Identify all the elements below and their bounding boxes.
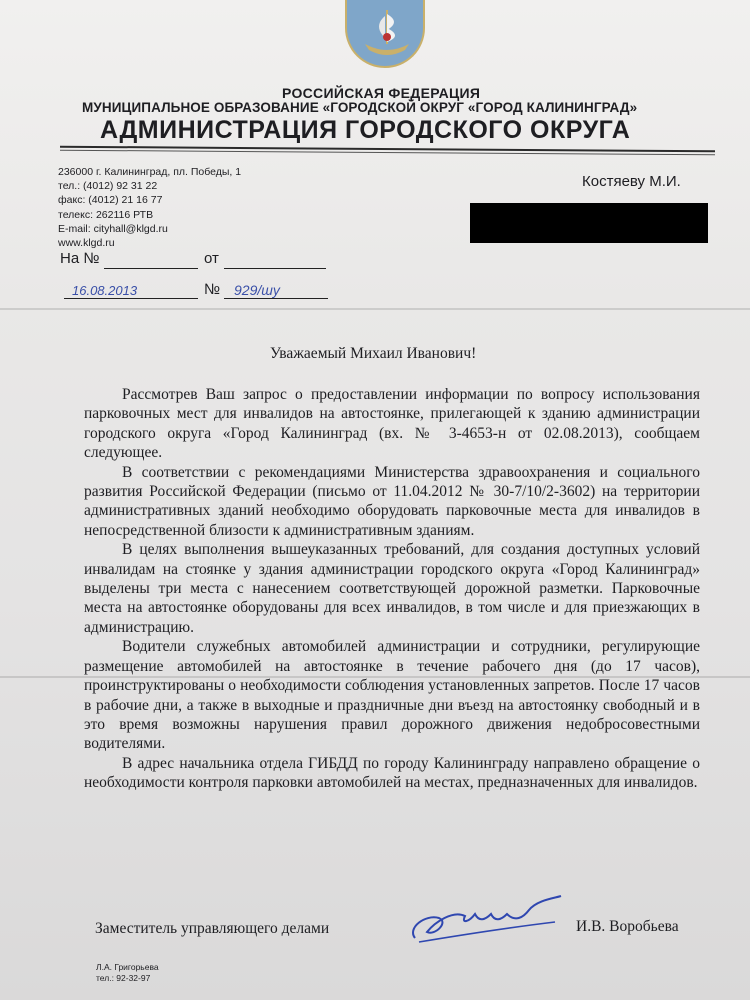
handwritten-signature bbox=[405, 892, 565, 952]
address: 236000 г. Калининград, пл. Победы, 1 bbox=[58, 166, 242, 178]
executor-phone: тел.: 92-32-97 bbox=[96, 973, 151, 983]
paper-fold bbox=[0, 308, 750, 310]
header-country: РОССИЙСКАЯ ФЕДЕРАЦИЯ bbox=[282, 85, 481, 101]
telex: телекс: 262116 РТВ bbox=[58, 208, 154, 221]
coat-of-arms bbox=[345, 0, 425, 68]
paragraph: Рассмотрев Ваш запрос о предоставлении информации по вопросу использования парковочных мест для инвалидов на автостоянке, прилегающей к зданию администрации городского округа «Город Калининград (вх. № 3-4653-н от 02.08.2013), сообщаем следующее. bbox=[84, 386, 700, 462]
header-administration: АДМИНИСТРАЦИЯ ГОРОДСКОГО ОКРУГА bbox=[100, 116, 631, 144]
ship-emblem-icon bbox=[357, 4, 417, 64]
letter-body bbox=[84, 385, 700, 793]
number-line bbox=[224, 298, 328, 299]
to-number-label: На № bbox=[60, 250, 100, 267]
paragraph: Водители служебных автомобилей администрации и сотрудники, регулирующие размещение автомобилей на автостоянке в течение рабочего дня (до 17 часов), проинструктированы о необходимости соблюдения установленных запретов. После 17 часов в рабочие дни, а также в выходные и праздничные дни въезд на автостоянку свободный и в это время возможны нарушения правил дорожного движения недобросовестными водителями. bbox=[84, 638, 700, 753]
executor-name: Л.А. Григорьева bbox=[96, 962, 159, 972]
to-number-line bbox=[104, 268, 198, 269]
header-municipality: МУНИЦИПАЛЬНОЕ ОБРАЗОВАНИЕ «ГОРОДСКОЙ ОКРУГ «ГОРОД КАЛИНИНГРАД» bbox=[82, 100, 638, 115]
signer-name: И.В. Воробьева bbox=[576, 918, 679, 935]
paragraph: В адрес начальника отдела ГИБДД по городу Калининграду направлено обращение о необходимости контроля парковки автомобилей на местах, предназначенных для инвалидов. bbox=[84, 754, 700, 792]
from-date-line bbox=[224, 268, 326, 269]
salutation: Уважаемый Михаил Иванович! bbox=[270, 345, 477, 362]
from-label: от bbox=[204, 250, 219, 267]
website: www.klgd.ru bbox=[58, 237, 115, 250]
redaction-box bbox=[470, 203, 708, 243]
number-label: № bbox=[204, 281, 221, 298]
phone: тел.: (4012) 92 31 22 bbox=[58, 180, 158, 193]
recipient-name: Костяеву М.И. bbox=[582, 173, 681, 190]
letter-number: 929/шу bbox=[234, 282, 280, 298]
executor-block bbox=[96, 962, 159, 984]
signer-title: Заместитель управляющего делами bbox=[95, 920, 330, 937]
letter-date: 16.08.2013 bbox=[72, 283, 138, 298]
paragraph: В целях выполнения вышеуказанных требований, для создания доступных условий инвалидам на стоянке у здания администрации городского округа «Город Калининград» выделены три места с нанесением соответствующей дорожной разметки. Парковочные места на автостоянке оборудованы для всех инвалидов, в том числе и для приезжающих в администрацию. bbox=[84, 541, 700, 636]
email: E-mail: cityhall@klgd.ru bbox=[58, 222, 168, 235]
fax: факс: (4012) 21 16 77 bbox=[58, 194, 163, 207]
date-line bbox=[64, 298, 198, 299]
paragraph: В соответствии с рекомендациями Министерства здравоохранения и социального развития Российской Федерации (письмо от 11.04.2012 № 30-7/10/2-3602) на территории административных зданий необходимо оборудовать парковочные места для инвалидов в непосредственной близости к административным зданиям. bbox=[84, 463, 700, 539]
contact-block bbox=[58, 165, 241, 250]
